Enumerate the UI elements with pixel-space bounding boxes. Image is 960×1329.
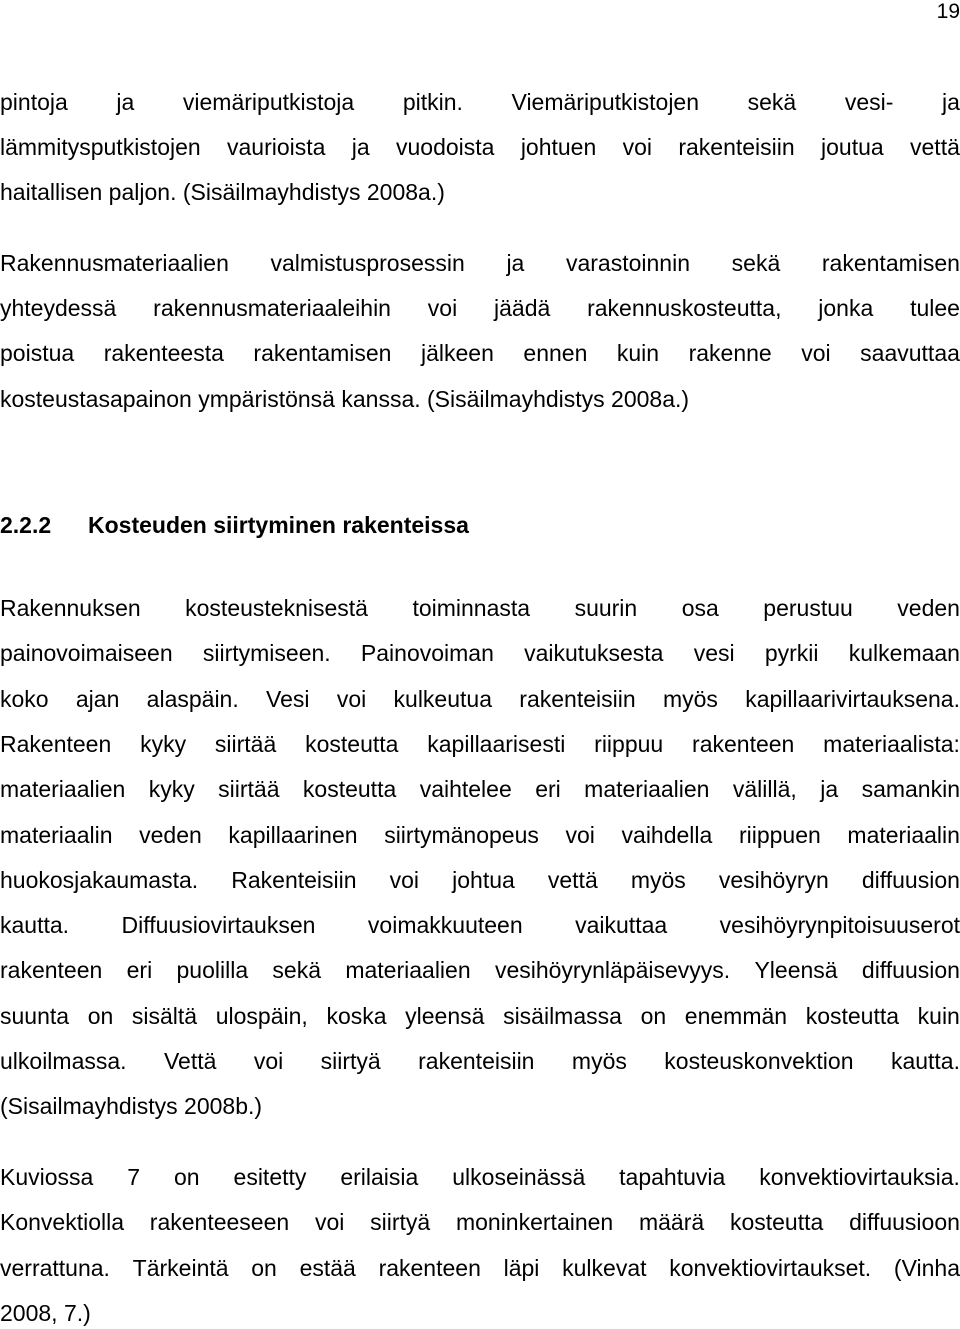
- text-line: pintoja ja viemäriputkistoja pitkin. Viemäriputkistojen sekä vesi- ja: [0, 89, 960, 115]
- text-line: 2008, 7.): [0, 1299, 91, 1326]
- text-line: Rakennusmateriaalien valmistusprosessin ja varastoinnin sekä rakentamisen: [0, 250, 960, 276]
- text-line: painovoimaiseen siirtymiseen. Painovoiman vaikutuksesta vesi pyrkii kulkemaan: [0, 640, 960, 667]
- text-line: koko ajan alaspäin. Vesi voi kulkeutua rakenteisiin myös kapillaarivirtauksena.: [0, 685, 960, 712]
- text-line: verrattuna. Tärkeintä on estää rakenteen läpi kulkevat konvektiovirtaukset. (Vinha: [0, 1254, 960, 1281]
- text-line: huokosjakaumasta. Rakenteisiin voi johtua vettä myös vesihöyryn diffuusion: [0, 866, 960, 893]
- text-line: yhteydessä rakennusmateriaaleihin voi jäädä rakennuskosteutta, jonka tulee: [0, 295, 960, 322]
- text-line: Rakennuksen kosteusteknisestä toiminnasta suurin osa perustuu veden: [0, 595, 960, 621]
- text-line: Konvektiolla rakenteeseen voi siirtyä moninkertainen määrä kosteutta diffuusioon: [0, 1209, 960, 1236]
- text-line: Rakenteen kyky siirtää kosteutta kapillaarisesti riippuu rakenteen materiaalista:: [0, 730, 960, 757]
- text-line: poistua rakenteesta rakentamisen jälkeen ennen kuin rakenne voi saavuttaa: [0, 340, 960, 367]
- text-line: materiaalin veden kapillaarinen siirtymänopeus voi vaihdella riippuen materiaalin: [0, 821, 960, 848]
- section-number: 2.2.2: [0, 512, 52, 538]
- text-line: rakenteen eri puolilla sekä materiaalien vesihöyrynläpäisevyys. Yleensä diffuusion: [0, 957, 960, 984]
- text-line: ulkoilmassa. Vettä voi siirtyä rakenteisiin myös kosteuskonvektion kautta.: [0, 1048, 960, 1074]
- section-title: Kosteuden siirtyminen rakenteissa: [88, 512, 469, 538]
- text-line: haitallisen paljon. (Sisäilmayhdistys 2008a.): [0, 179, 445, 206]
- section-heading: [0, 511, 469, 539]
- text-line: kautta. Diffuusiovirtauksen voimakkuuteen vaikuttaa vesihöyrynpitoisuuserot: [0, 912, 960, 939]
- text-line: (Sisailmayhdistys 2008b.): [0, 1093, 263, 1120]
- text-line: kosteustasapainon ympäristönsä kanssa. (Sisäilmayhdistys 2008a.): [0, 385, 690, 412]
- page-number: 19: [936, 0, 960, 23]
- text-line: Kuviossa 7 on esitetty erilaisia ulkoseinässä tapahtuvia konvektiovirtauksia.: [0, 1164, 960, 1190]
- text-line: materiaalien kyky siirtää kosteutta vaihtelee eri materiaalien välillä, ja samankin: [0, 776, 960, 803]
- text-line: suunta on sisältä ulospäin, koska yleensä sisäilmassa on enemmän kosteutta kuin: [0, 1002, 960, 1029]
- text-line: lämmitysputkistojen vaurioista ja vuodoista johtuen voi rakenteisiin joutua vettä: [0, 134, 960, 161]
